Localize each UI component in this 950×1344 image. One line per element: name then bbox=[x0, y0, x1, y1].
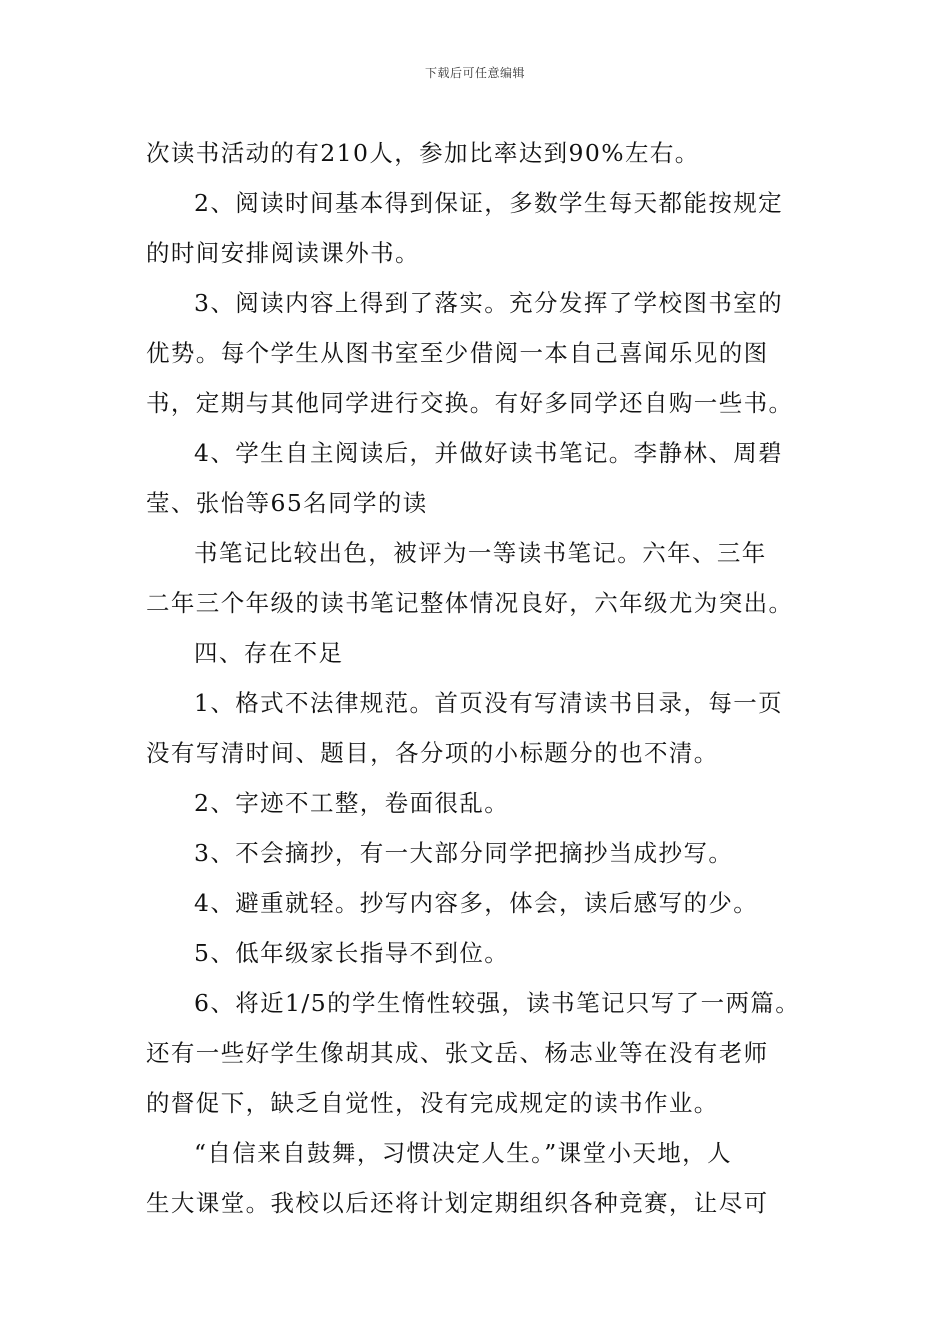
text-line: 次读书活动的有210人，参加比率达到90%左右。 bbox=[146, 139, 700, 167]
text-line: 3、不会摘抄，有一大部分同学把摘抄当成抄写。 bbox=[194, 839, 734, 867]
text-line: 书笔记比较出色，被评为一等读书笔记。六年、三年 bbox=[194, 539, 767, 567]
page-header: 下载后可任意编辑 bbox=[424, 66, 525, 80]
text-line: 没有写清时间、题目，各分项的小标题分的也不清。 bbox=[146, 739, 719, 767]
text-line: 1、格式不法律规范。首页没有写清读书目录，每一页 bbox=[194, 689, 784, 717]
text-line: 二年三个年级的读书笔记整体情况良好，六年级尤为突出。 bbox=[146, 589, 794, 617]
text-line: 3、阅读内容上得到了落实。充分发挥了学校图书室的 bbox=[194, 289, 784, 317]
document-body bbox=[146, 128, 846, 1228]
section-heading: 四、存在不足 bbox=[194, 639, 344, 667]
text-line: 的时间安排阅读课外书。 bbox=[146, 239, 420, 267]
text-line: 的督促下，缺乏自觉性，没有完成规定的读书作业。 bbox=[146, 1089, 719, 1117]
text-line: 书，定期与其他同学进行交换。有好多同学还自购一些书。 bbox=[146, 389, 794, 417]
text-line: 优势。每个学生从图书室至少借阅一本自己喜闻乐见的图 bbox=[146, 339, 769, 367]
text-line: 2、字迹不工整，卷面很乱。 bbox=[194, 789, 510, 817]
text-line: 6、将近1/5的学生惰性较强，读书笔记只写了一两篇。 bbox=[194, 989, 801, 1017]
text-line: 4、避重就轻。抄写内容多，体会，读后感写的少。 bbox=[194, 889, 759, 917]
text-line: 5、低年级家长指导不到位。 bbox=[194, 939, 510, 967]
text-line: “自信来自鼓舞，习惯决定人生。”课堂小天地，人 bbox=[194, 1139, 732, 1167]
text-line: 2、阅读时间基本得到保证，多数学生每天都能按规定 bbox=[194, 189, 784, 217]
text-line: 4、学生自主阅读后，并做好读书笔记。李静林、周碧 bbox=[194, 439, 784, 467]
text-line: 生大课堂。我校以后还将计划定期组织各种竞赛，让尽可 bbox=[146, 1189, 769, 1217]
text-line: 莹、张怡等65名同学的读 bbox=[146, 489, 428, 517]
text-line: 还有一些好学生像胡其成、张文岳、杨志业等在没有老师 bbox=[146, 1039, 769, 1067]
